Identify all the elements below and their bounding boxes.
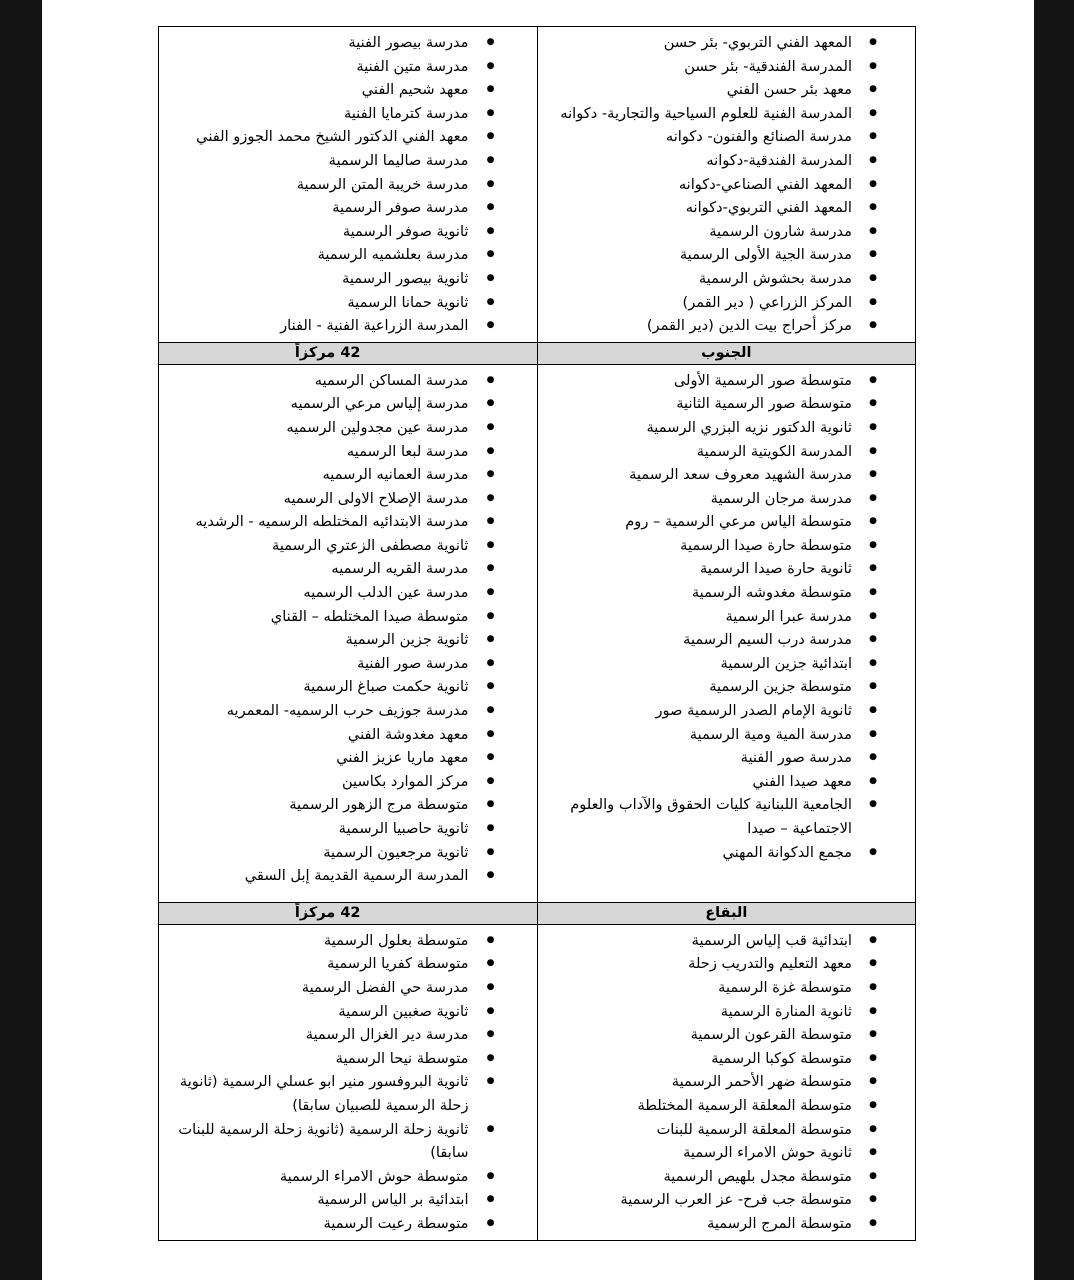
south-row [159, 364, 916, 902]
list-item: ● معهد مغدوشة الفني [159, 723, 537, 747]
list-item: ● مدرسة الإصلاح الاولى الرسميه [159, 487, 537, 511]
list-item: ● مدرسة لبعا الرسميه [159, 440, 537, 464]
list-item: ● المعهد الفني الصناعي-دكوانه [538, 173, 916, 197]
list-item: ● معهد ماريا عزيز الفني [159, 746, 537, 770]
list-item: ● ثانوية مصطفى الزعتري الرسمية [159, 534, 537, 558]
list-item: ● مدرسة خريبة المتن الرسمية [159, 173, 537, 197]
bekaa-right-cell [537, 924, 916, 1240]
list-item: ● مدرسة الجية الأولى الرسمية [538, 243, 916, 267]
list-item: ● الجامعية اللبنانية كليات الحقوق والآداب والعلوم الاجتماعية – صيدا [538, 793, 916, 840]
list-item: ● ثانوية الدكتور نزيه البزري الرسمية [538, 416, 916, 440]
list-item: ● مدرسة درب السيم الرسمية [538, 628, 916, 652]
list-item: ● ابتدائية بر الياس الرسمية [159, 1188, 537, 1212]
south-right-list [538, 365, 916, 868]
list-item: ● ثانوية حمانا الرسمية [159, 291, 537, 315]
list-item: ● مدرسة عبرا الرسمية [538, 605, 916, 629]
bekaa-left-list [159, 925, 537, 1240]
list-item: ● المعهد الفني التربوي- بئر حسن [538, 31, 916, 55]
list-item: ● ثانوية زحلة الرسمية (ثانوية زحلة الرسمية للبنات سابقا) [159, 1118, 537, 1165]
top-left-cell [159, 27, 538, 343]
bekaa-header-row [159, 902, 916, 924]
list-item: ● مدرسة الابتدائيه المختلطه الرسميه - الرشديه [159, 510, 537, 534]
list-item: ● متوسطة جزين الرسمية [538, 675, 916, 699]
list-item: ● المدرسة الفنية للعلوم السياحية والتجارية- دكوانه [538, 102, 916, 126]
list-item: ● مدرسة صور الفنية [159, 652, 537, 676]
list-item: ● مدرسة مرجان الرسمية [538, 487, 916, 511]
bekaa-right-list [538, 925, 916, 1240]
bekaa-count-header: 42 مركزاً [159, 902, 538, 924]
list-item: ● متوسطة مجدل بلهيص الرسمية [538, 1165, 916, 1189]
bekaa-header: البقاع [537, 902, 916, 924]
list-item: ● متوسطة القرعون الرسمية [538, 1023, 916, 1047]
south-left-cell [159, 364, 538, 902]
list-item: ● مدرسة شارون الرسمية [538, 220, 916, 244]
list-item: ● معهد بئر حسن الفني [538, 78, 916, 102]
list-item: ● معهد صيدا الفني [538, 770, 916, 794]
top-row [159, 27, 916, 343]
list-item: ● متوسطة بعلول الرسمية [159, 929, 537, 953]
list-item: ● المدرسة الزراعية الفنية - الفنار [159, 314, 537, 338]
list-item: ● مدرسة المساكن الرسميه [159, 369, 537, 393]
list-item: ● ثانوية حكمت صباغ الرسمية [159, 675, 537, 699]
list-item: ● مدرسة القريه الرسميه [159, 557, 537, 581]
list-item: ● ثانوية جزين الرسمية [159, 628, 537, 652]
list-item: ● متوسطة الياس مرعي الرسمية – روم [538, 510, 916, 534]
list-item: ● متوسطة صيدا المختلطه – القناي [159, 605, 537, 629]
list-item: ● متوسطة المرج الرسمية [538, 1212, 916, 1236]
list-item: ● مدرسة صور الفنية [538, 746, 916, 770]
list-item: ● متوسطة صور الرسمية الثانية [538, 392, 916, 416]
list-item: ● ثانوية الإمام الصدر الرسمية صور [538, 699, 916, 723]
south-header-row [159, 342, 916, 364]
list-item: ● مركز الموارد بكاسين [159, 770, 537, 794]
list-item: ● مدرسة بحشوش الرسمية [538, 267, 916, 291]
centers-table [158, 26, 916, 1241]
list-item: ● مركز أحراج بيت الدين (دير القمر) [538, 314, 916, 338]
list-item: ● المدرسة الرسمية القديمة إبل السقي [159, 864, 537, 888]
south-header: الجنوب [537, 342, 916, 364]
bekaa-row [159, 924, 916, 1240]
list-item: ● مدرسة جوزيف حرب الرسميه- المعمريه [159, 699, 537, 723]
list-item: ● مدرسة بعلشميه الرسمية [159, 243, 537, 267]
list-item: ● المدرسة الفندقية-دكوانه [538, 149, 916, 173]
list-item: ● ثانوية حاصبيا الرسمية [159, 817, 537, 841]
list-item: ● متوسطة المعلقة الرسمية المختلطة [538, 1094, 916, 1118]
list-item: ● المدرسة الفندقية- بئر حسن [538, 55, 916, 79]
list-item: ● مدرسة إلياس مرعي الرسميه [159, 392, 537, 416]
list-item: ● متوسطة مرج الزهور الرسمية [159, 793, 537, 817]
list-item: ● معهد الفني الدكتور الشيخ محمد الجوزو الفني [159, 125, 537, 149]
list-item: ● مدرسة حي الفضل الرسمية [159, 976, 537, 1000]
list-item: ● مدرسة عين مجدولين الرسميه [159, 416, 537, 440]
list-item: ● ثانوية صغبين الرسمية [159, 1000, 537, 1024]
list-item: ● متوسطة ضهر الأحمر الرسمية [538, 1070, 916, 1094]
south-left-list [159, 365, 537, 902]
top-right-cell [537, 27, 916, 343]
list-item: ● متوسطة حارة صيدا الرسمية [538, 534, 916, 558]
list-item: ● ثانوية صوفر الرسمية [159, 220, 537, 244]
list-item: ● ثانوية المنارة الرسمية [538, 1000, 916, 1024]
list-item: ● مدرسة كترمايا الفنية [159, 102, 537, 126]
list-item: ● مدرسة المية ومية الرسمية [538, 723, 916, 747]
list-item: ● ابتدائية جزين الرسمية [538, 652, 916, 676]
list-item: ● مدرسة متين الفنية [159, 55, 537, 79]
list-item: ● متوسطة المعلقة الرسمية للبنات [538, 1118, 916, 1142]
top-right-list [538, 27, 916, 342]
list-item: ● مجمع الدكوانة المهني [538, 841, 916, 865]
list-item: ● متوسطة غزة الرسمية [538, 976, 916, 1000]
list-item: ● ثانوية حارة صيدا الرسمية [538, 557, 916, 581]
list-item: ● المركز الزراعي ( دير القمر) [538, 291, 916, 315]
list-item: ● مدرسة دير الغزال الرسمية [159, 1023, 537, 1047]
document-page [42, 0, 1034, 1280]
list-item: ● مدرسة الشهيد معروف سعد الرسمية [538, 463, 916, 487]
list-item: ● ابتدائية قب إلياس الرسمية [538, 929, 916, 953]
list-item: ● متوسطة كوكبا الرسمية [538, 1047, 916, 1071]
list-item: ● المعهد الفني التربوي-دكوانه [538, 196, 916, 220]
list-item: ● مدرسة صوفر الرسمية [159, 196, 537, 220]
list-item: ● ثانوية البروفسور منير ابو عسلي الرسمية (ثانوية زحلة الرسمية للصبيان سابقا) [159, 1070, 537, 1117]
list-item: ● متوسطة كفريا الرسمية [159, 952, 537, 976]
list-item: ● ثانوية مرجعيون الرسمية [159, 841, 537, 865]
list-item: ● متوسطة حوش الامراء الرسمية [159, 1165, 537, 1189]
list-item: ● متوسطة نيحا الرسمية [159, 1047, 537, 1071]
list-item: ● مدرسة العمانيه الرسميه [159, 463, 537, 487]
list-item: ● مدرسة الصنائع والفنون- دكوانه [538, 125, 916, 149]
list-item: ● مدرسة بيصور الفنية [159, 31, 537, 55]
list-item: ● مدرسة صاليما الرسمية [159, 149, 537, 173]
list-item: ● معهد التعليم والتدريب زحلة [538, 952, 916, 976]
top-left-list [159, 27, 537, 342]
list-item: ● متوسطة صور الرسمية الأولى [538, 369, 916, 393]
list-item: ● متوسطة رعيت الرسمية [159, 1212, 537, 1236]
list-item: ● متوسطة جب فرح- عز العرب الرسمية [538, 1188, 916, 1212]
list-item: ● ثانوية حوش الامراء الرسمية [538, 1141, 916, 1165]
bekaa-left-cell [159, 924, 538, 1240]
list-item: ● متوسطة مغدوشه الرسمية [538, 581, 916, 605]
list-item: ● معهد شحيم الفني [159, 78, 537, 102]
south-right-cell [537, 364, 916, 902]
list-item: ● ثانوية بيصور الرسمية [159, 267, 537, 291]
list-item: ● مدرسة عين الدلب الرسميه [159, 581, 537, 605]
list-item: ● المدرسة الكويتية الرسمية [538, 440, 916, 464]
south-count-header: 42 مركزاً [159, 342, 538, 364]
